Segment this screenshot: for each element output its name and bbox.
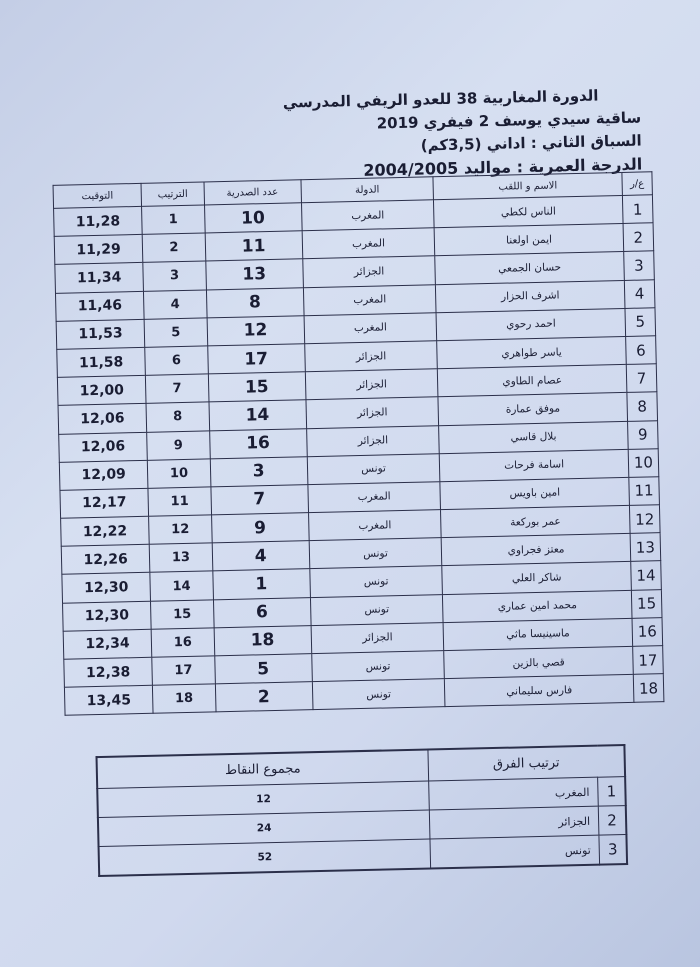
team-points: 52 — [99, 839, 431, 876]
cell-bib: 18 — [214, 625, 312, 655]
cell-time: 12,22 — [61, 516, 150, 546]
cell-rank: 11 — [148, 487, 211, 517]
cell-time: 11,58 — [57, 347, 146, 377]
cell-country: المغرب — [302, 228, 435, 259]
cell-bib: 7 — [211, 485, 309, 515]
results-sheet — [30, 63, 700, 958]
cell-number: 7 — [626, 364, 657, 393]
cell-bib: 10 — [204, 203, 302, 233]
cell-name: حسان الجمعي — [435, 252, 624, 284]
cell-number: 3 — [624, 251, 655, 280]
cell-rank: 9 — [147, 430, 210, 460]
team-name: المغرب — [429, 777, 599, 810]
cell-name: محمد امين عماري — [443, 590, 632, 622]
cell-time: 12,38 — [64, 657, 153, 687]
cell-number: 17 — [633, 646, 664, 675]
cell-time: 12,06 — [59, 432, 148, 462]
cell-bib: 3 — [210, 456, 308, 486]
cell-number: 11 — [629, 477, 660, 506]
cell-time: 12,30 — [63, 601, 152, 631]
cell-rank: 15 — [151, 599, 214, 629]
cell-country: الجزائر — [302, 256, 435, 287]
cell-number: 13 — [630, 533, 661, 562]
cell-bib: 17 — [207, 344, 305, 374]
cell-country: تونس — [309, 566, 442, 597]
cell-number: 14 — [631, 561, 662, 590]
cell-time: 12,17 — [60, 488, 149, 518]
header-age-group: الدرجة العمرية : مواليد 2004/2005 — [363, 154, 643, 180]
cell-bib: 11 — [205, 231, 303, 261]
team-rank-number: 1 — [598, 777, 626, 807]
cell-country: الجزائر — [304, 341, 437, 372]
cell-number: 2 — [623, 223, 654, 252]
team-name: تونس — [430, 835, 600, 868]
cell-name: ياسر طواهري — [437, 336, 626, 368]
cell-bib: 15 — [208, 372, 306, 402]
team-name: الجزائر — [429, 806, 599, 839]
cell-bib: 2 — [215, 682, 313, 712]
cell-time: 12,00 — [57, 375, 146, 405]
cell-name: احمد رحوي — [436, 308, 625, 340]
cell-country: تونس — [312, 679, 445, 710]
cell-country: المغرب — [308, 510, 441, 541]
cell-name: اسامة فرحات — [440, 449, 629, 481]
cell-rank: 17 — [152, 656, 215, 686]
cell-time: 12,34 — [63, 629, 152, 659]
cell-bib: 4 — [212, 541, 310, 571]
team-rank-header: ترتيب الفرق — [428, 745, 625, 781]
header-event-title: الدورة المغاربية 38 للعدو الريفي المدرسي — [282, 86, 599, 112]
cell-bib: 6 — [213, 597, 311, 627]
cell-number: 6 — [626, 336, 657, 365]
cell-country: الجزائر — [311, 622, 444, 653]
results-table — [53, 171, 665, 716]
cell-rank: 1 — [142, 205, 205, 235]
team-rank-number: 2 — [598, 806, 626, 836]
team-rank-number: 3 — [599, 835, 627, 865]
cell-name: امين باويس — [440, 477, 629, 509]
cell-number: 5 — [625, 308, 656, 337]
cell-rank: 7 — [146, 374, 209, 404]
cell-rank: 13 — [149, 543, 212, 573]
cell-time: 11,34 — [55, 263, 144, 293]
cell-rank: 16 — [151, 628, 214, 658]
cell-name: اشرف الحزار — [436, 280, 625, 312]
cell-rank: 12 — [149, 515, 212, 545]
col-header-bib: عدد الصدرية — [204, 180, 302, 205]
cell-rank: 18 — [153, 684, 216, 714]
cell-rank: 8 — [146, 402, 209, 432]
cell-number: 9 — [627, 420, 658, 449]
cell-bib: 5 — [214, 654, 312, 684]
cell-bib: 13 — [205, 259, 303, 289]
cell-country: الجزائر — [306, 397, 439, 428]
cell-name: موفق عمارة — [438, 393, 627, 425]
col-header-number: ع/ر — [622, 172, 653, 196]
cell-rank: 6 — [145, 346, 208, 376]
cell-bib: 9 — [211, 513, 309, 543]
cell-time: 12,06 — [58, 404, 147, 434]
team-ranking-table — [95, 744, 628, 877]
cell-country: المغرب — [308, 482, 441, 513]
cell-rank: 2 — [142, 233, 205, 263]
cell-rank: 10 — [147, 459, 210, 489]
cell-name: شاكر العلي — [442, 562, 631, 594]
cell-name: فارس سليماني — [445, 675, 634, 707]
cell-country: المغرب — [304, 312, 437, 343]
cell-rank: 5 — [144, 318, 207, 348]
cell-time: 11,46 — [55, 291, 144, 321]
header-race-name: السباق الثاني : اداني (3,5كم) — [420, 131, 642, 155]
cell-time: 11,29 — [54, 235, 143, 265]
cell-time: 12,30 — [62, 573, 151, 603]
cell-bib: 14 — [209, 400, 307, 430]
cell-number: 12 — [629, 505, 660, 534]
cell-country: الجزائر — [306, 425, 439, 456]
cell-time: 11,53 — [56, 319, 145, 349]
cell-country: تونس — [309, 538, 442, 569]
cell-number: 15 — [631, 589, 662, 618]
cell-country: تونس — [307, 453, 440, 484]
cell-rank: 3 — [143, 261, 206, 291]
cell-bib: 16 — [209, 428, 307, 458]
cell-country: تونس — [310, 594, 443, 625]
document-header — [220, 84, 642, 186]
cell-bib: 1 — [212, 569, 310, 599]
cell-country: تونس — [311, 651, 444, 682]
cell-name: عصام الطاوي — [438, 365, 627, 397]
cell-name: عمر بوركعة — [441, 505, 630, 537]
cell-number: 8 — [627, 392, 658, 421]
cell-name: بلال قاسي — [439, 421, 628, 453]
cell-number: 10 — [628, 448, 659, 477]
cell-time: 12,09 — [59, 460, 148, 490]
col-header-rank: الترتيب — [141, 182, 204, 206]
cell-rank: 4 — [144, 289, 207, 319]
team-ranking-body — [97, 777, 627, 876]
cell-number: 4 — [624, 279, 655, 308]
cell-country: الجزائر — [305, 369, 438, 400]
cell-name: قصي بالزين — [444, 646, 633, 678]
cell-name: ماسينيسا ماثي — [443, 618, 632, 650]
header-location-date: ساقية سيدي يوسف 2 فيفري 2019 — [376, 108, 642, 133]
cell-time: 11,28 — [54, 206, 143, 236]
team-points: 12 — [97, 781, 429, 818]
team-points: 24 — [98, 810, 430, 847]
cell-bib: 12 — [207, 315, 305, 345]
results-body — [54, 195, 664, 716]
cell-number: 18 — [633, 674, 664, 703]
cell-number: 1 — [622, 195, 653, 224]
cell-number: 16 — [632, 617, 663, 646]
col-header-time: التوقيت — [53, 183, 142, 208]
cell-bib: 8 — [206, 287, 304, 317]
cell-time: 13,45 — [64, 685, 153, 715]
cell-time: 12,26 — [61, 545, 150, 575]
total-points-header: مجموع النقاط — [97, 750, 429, 789]
cell-name: الناس لكطي — [434, 195, 623, 227]
col-header-name: الاسم و اللقب — [433, 172, 622, 199]
col-header-country: الدولة — [301, 177, 434, 203]
cell-name: ايمن اولعنا — [434, 224, 623, 256]
cell-name: معتز فجراوي — [442, 534, 631, 566]
cell-rank: 14 — [150, 571, 213, 601]
cell-country: المغرب — [303, 284, 436, 315]
cell-country: المغرب — [301, 200, 434, 231]
